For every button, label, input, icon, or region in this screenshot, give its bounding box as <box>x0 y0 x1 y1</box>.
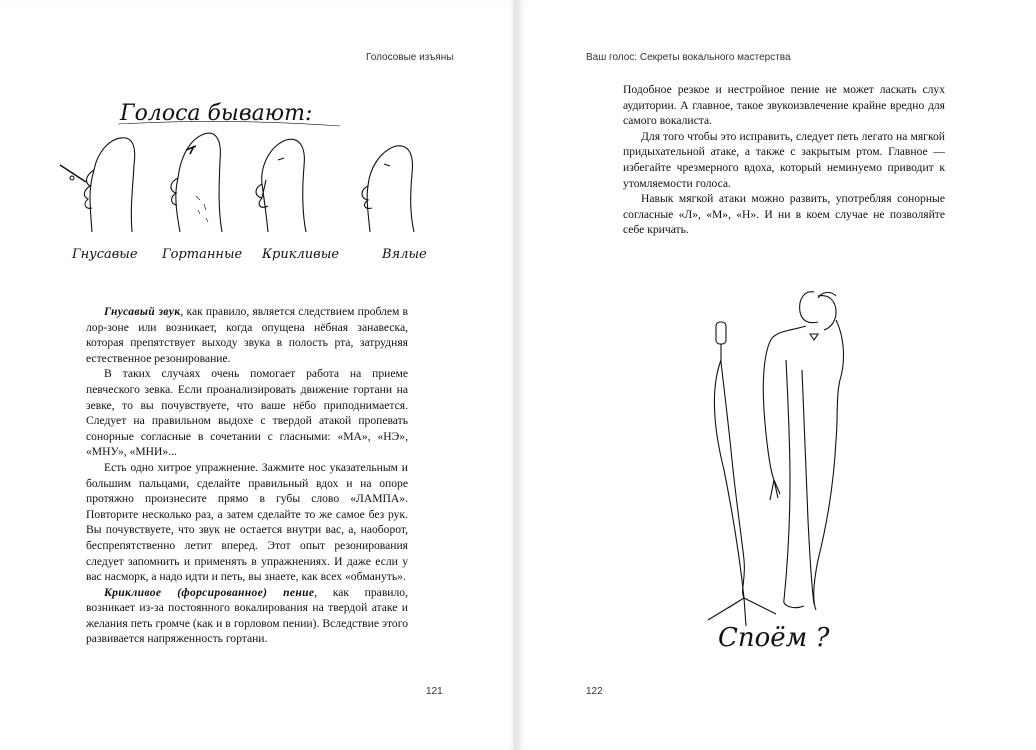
caption-guttural: Гортанные <box>162 247 243 262</box>
microphone-stand-drawing <box>708 322 776 626</box>
paragraph <box>86 585 408 647</box>
paragraph: Навык мягкой атаки можно развить, употребляя сонорные согласные «Л», «М», «Н». И ни в коем случае не позволяйте себе кричать. <box>623 192 945 237</box>
caption-nasal: Гнусавые <box>72 247 138 262</box>
illustration-heading-text: Голоса бывают: <box>120 101 313 126</box>
paragraph-text: В таких случаях очень помогает работа на приеме певческого зевка. Если проанализировать движение гортани на зевке, то вы почувствуете, что ваше нёбо приподнимается. Следует на правильном выдохе с твердой атакой пропевать сонорные согласные в сочетании с гласными: «МА», «НЭ», «МНУ», «МНИ»... <box>86 367 408 459</box>
paragraph-text: , как правило, возникает из-за постоянного вокалирования на твердой атаке и желания петь громче (как и в горловом пении). Вследствие этого развивается напряженность гортани. <box>86 585 408 646</box>
weak-head-drawing <box>362 146 414 232</box>
page-number-right: 122 <box>586 686 603 697</box>
paragraph <box>86 304 408 366</box>
caption-weak: Вялые <box>382 247 427 262</box>
paragraph: Для того чтобы это исправить, следует петь легато на мягкой придыхательной атаке, а также с закрытым ртом. Главное — избегайте чрезмерного вдоха, который неминуемо приводит к утомляемости голоса. <box>623 129 945 190</box>
singer-figure-drawing <box>763 292 843 610</box>
paragraph <box>86 460 408 585</box>
shrill-head-drawing <box>256 139 306 232</box>
paragraph-text: Есть одно хитрое упражнение. Зажмите нос указательным и большим пальцами, сделайте правильный вдох и на опоре протяжно произнесите прямо в губы слово «ЛАМПА». Повторите несколько раз, а затем сделайте то же самое без рук. Вы почувствуете, что звук не остается внутри вас, а, наоборот, беспрепятственно летит вперед. Этот опыт резонирования следует запомнить и применять в упражнениях. И даже если у вас насморк, а надо идти и петь, вы знаете, как всех «обмануть». <box>86 460 408 584</box>
left-body-text <box>86 304 408 647</box>
right-page <box>518 0 1036 750</box>
voices-illustration <box>0 0 516 280</box>
singer-illustration <box>518 0 1036 750</box>
paragraph-lead: Гнусавый звук <box>104 305 181 318</box>
guttural-head-drawing <box>171 133 222 232</box>
running-head-left: Голосовые изъяны <box>366 52 454 63</box>
paragraph-text: , как правило, является следствием проблем в лор-зоне или возникает, когда опущена нёбная занавеска, которая препятствует выходу звука в полость рта, затрудняя естественное резонирование. <box>86 305 408 365</box>
running-head-right: Ваш голос: Секреты вокального мастерства <box>586 52 791 63</box>
nasal-head-drawing <box>60 138 135 232</box>
illustration-caption: Споём ? <box>718 623 830 653</box>
caption-shrill: Крикливые <box>262 247 340 262</box>
left-page <box>0 0 516 750</box>
paragraph: Подобное резкое и нестройное пение не может ласкать слух аудитории. А главное, такое звукоизвлечение крайне вредно для самого вокалиста. <box>623 83 945 128</box>
illustration-heading <box>118 101 340 126</box>
paragraph-lead: Крикливое (форсированное) пение <box>104 585 315 599</box>
page-number-left: 121 <box>426 686 443 697</box>
paragraph <box>86 366 408 460</box>
